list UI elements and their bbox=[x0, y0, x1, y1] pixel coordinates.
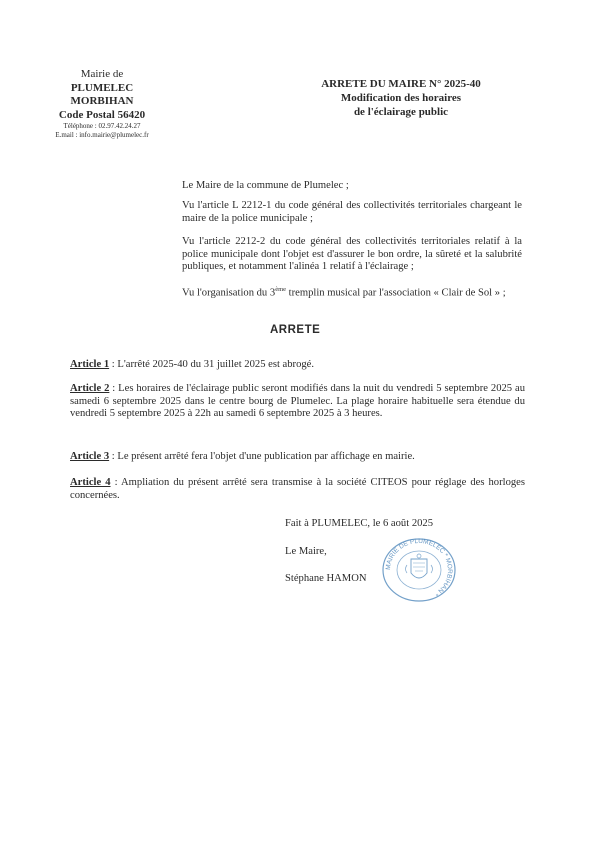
department-name: MORBIHAN bbox=[70, 95, 134, 107]
official-stamp bbox=[380, 537, 458, 603]
arrete-header bbox=[300, 77, 502, 119]
preamble-mayor: Le Maire de la commune de Plumelec ; bbox=[182, 180, 349, 191]
arrete-number: ARRETE DU MAIRE N° 2025-40 bbox=[321, 78, 481, 90]
postal-code: Code Postal 56420 bbox=[58, 108, 146, 121]
arrete-subject-line1: Modification des horaires bbox=[340, 92, 462, 104]
preamble-article-2212-2: Vu l'article 2212-2 du code général des collectivités territoriales relatif à la police municipale dont l'objet est d'assurer le bon ordre, la sûreté et la salubrité publiques, et notamment l'alinéa 1 relatif à l'éclairage ; bbox=[182, 236, 522, 273]
place-and-date: Fait à PLUMELEC, le 6 août 2025 bbox=[285, 518, 434, 529]
arrete-title: ARRETE bbox=[270, 324, 321, 336]
article-1: Article 1 : L'arrêté 2025-40 du 31 juillet 2025 est abrogé. bbox=[70, 359, 315, 370]
article-3: Article 3 : Le présent arrêté fera l'objet d'une publication par affichage en mairie. bbox=[70, 451, 415, 462]
phone-number: Téléphone : 02.97.42.24.27 bbox=[63, 122, 141, 130]
mayor-name: Stéphane HAMON bbox=[285, 573, 367, 584]
email-address: E.mail : info.mairie@plumelec.fr bbox=[55, 130, 149, 139]
mairie-header bbox=[38, 68, 166, 139]
article-4: Article 4 : Ampliation du présent arrêté sera transmise à la société CITEOS pour réglage des horloges concernées. bbox=[70, 477, 525, 501]
stamp-text: MAIRIE DE PLUMELEC * MORBIHAN * bbox=[384, 537, 454, 598]
preamble-article-l2212-1: Vu l'article L 2212-1 du code général des collectivités territoriales chargeant le maire de la police municipale ; bbox=[182, 200, 522, 224]
preamble-tremplin: Vu l'organisation du 3ème tremplin musical par l'association « Clair de Sol » ; bbox=[182, 286, 506, 299]
arrete-subject-line2: de l'éclairage public bbox=[353, 106, 449, 118]
article-2: Article 2 : Les horaires de l'éclairage public seront modifiés dans la nuit du vendredi 5 septembre 2025 au samedi 6 septembre 2025 dans le centre bourg de Plumelec. La plage horaire habituelle sera étendue du vendredi 5 septembre 2025 à 22h au samedi 6 septembre 2025 à 3 heures. bbox=[70, 383, 525, 420]
mayor-title: Le Maire, bbox=[285, 546, 327, 557]
mairie-label: Mairie de bbox=[80, 68, 124, 80]
commune-name: PLUMELEC bbox=[70, 81, 134, 94]
